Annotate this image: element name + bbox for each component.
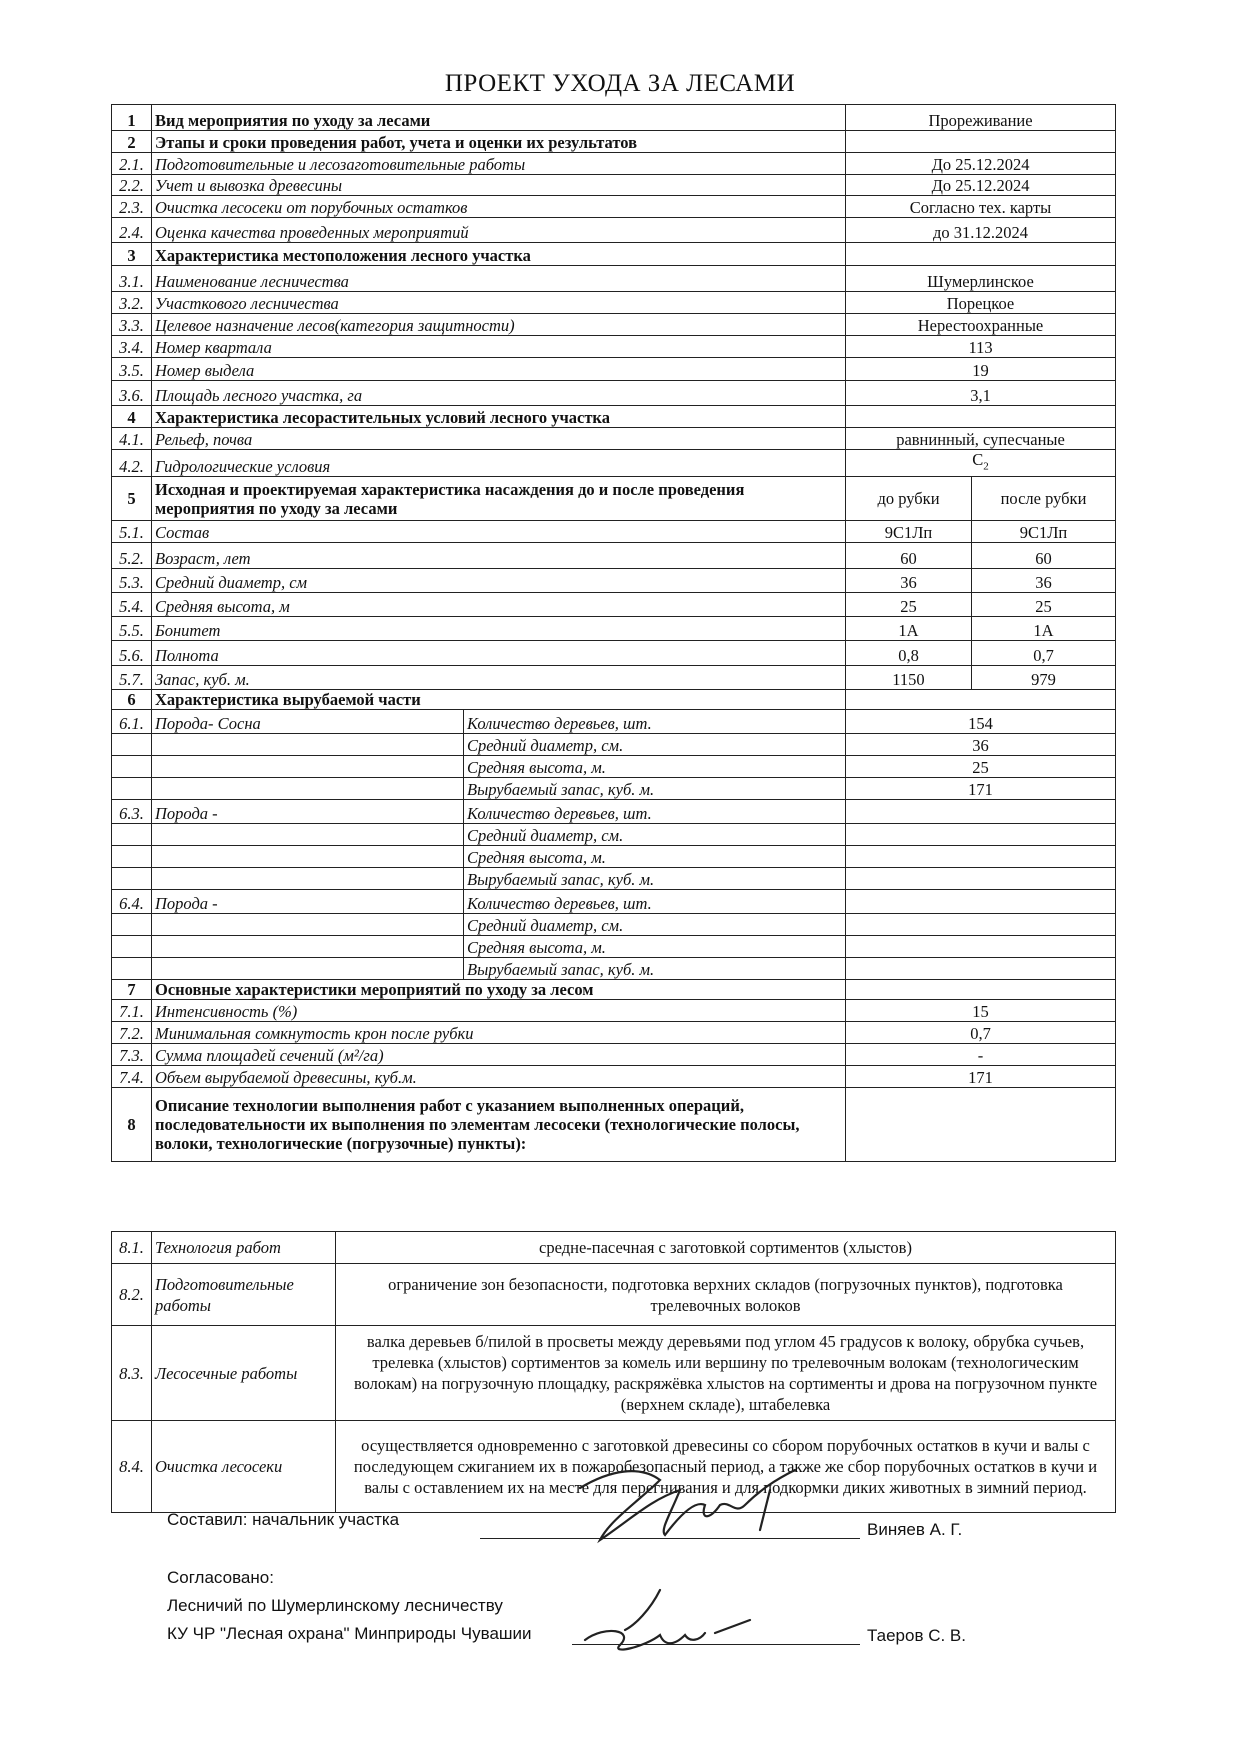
- table-row: [112, 477, 1116, 521]
- row-label: Рельеф, почва: [152, 428, 846, 450]
- row-number: [112, 846, 152, 868]
- table-row: [112, 175, 1116, 196]
- table-row: [112, 1022, 1116, 1044]
- item-label: Количество деревьев, шт.: [464, 710, 846, 734]
- row-label: Участкового лесничества: [152, 292, 846, 314]
- row-value: Порецкое: [846, 292, 1116, 314]
- row-label: Подготовительные и лесозаготовительные работы: [152, 153, 846, 175]
- species-label: [152, 756, 464, 778]
- table-row: [112, 980, 1116, 1000]
- table-row: [112, 406, 1116, 428]
- row-label: Средняя высота, м: [152, 593, 846, 617]
- row-number: [112, 914, 152, 936]
- row-number: 6.3.: [112, 800, 152, 824]
- row-number: 5.5.: [112, 617, 152, 641]
- table-row: [112, 1088, 1116, 1162]
- row-number: 7.4.: [112, 1066, 152, 1088]
- forester-position: Лесничий по Шумерлинскому лесничеству: [167, 1596, 503, 1615]
- row-number: 5.3.: [112, 569, 152, 593]
- row-number: [112, 958, 152, 980]
- section-value: [846, 243, 1116, 266]
- row-number: 3.4.: [112, 336, 152, 358]
- species-label: [152, 824, 464, 846]
- row-label: Очистка лесосеки от порубочных остатков: [152, 196, 846, 218]
- row-value: 3,1: [846, 381, 1116, 406]
- table-row: [112, 824, 1116, 846]
- item-value: [846, 800, 1116, 824]
- row-number: 3.6.: [112, 381, 152, 406]
- item-label: Средняя высота, м.: [464, 936, 846, 958]
- row-number: 3.1.: [112, 266, 152, 292]
- row-number: 7.1.: [112, 1000, 152, 1022]
- row-value: До 25.12.2024: [846, 153, 1116, 175]
- table-row: [112, 196, 1116, 218]
- value-before: 1150: [846, 666, 972, 690]
- value-before: 36: [846, 569, 972, 593]
- row-label: Технология работ: [152, 1232, 336, 1264]
- row-number: 4.2.: [112, 450, 152, 477]
- table-row: [112, 846, 1116, 868]
- table-row: [112, 1326, 1116, 1421]
- species-label: [152, 958, 464, 980]
- item-label: Средняя высота, м.: [464, 756, 846, 778]
- row-number: [112, 936, 152, 958]
- row-label: Подготовительные работы: [152, 1264, 336, 1326]
- row-value: -: [846, 1044, 1116, 1066]
- table-row: [112, 1066, 1116, 1088]
- value-before: 60: [846, 543, 972, 569]
- section-title: Исходная и проектируемая характеристика насаждения до и после проведения мероприятия по уходу за лесами: [152, 477, 846, 521]
- item-value: 36: [846, 734, 1116, 756]
- row-number: 2.2.: [112, 175, 152, 196]
- row-label: Состав: [152, 521, 846, 543]
- value-after: 979: [972, 666, 1116, 690]
- table-row: [112, 914, 1116, 936]
- table-row: [112, 641, 1116, 666]
- row-value: 113: [846, 336, 1116, 358]
- section-title: Характеристика вырубаемой части: [152, 690, 846, 710]
- table-row: [112, 1000, 1116, 1022]
- table-row: [112, 710, 1116, 734]
- row-description: валка деревьев б/пилой в просветы между деревьями под углом 45 градусов к волоку, обрубка сучьев, трелевка (хлыстов) сортиментов за комель или вершину по трелевочным волокам (технологическим волокам) на погрузочную площадку, раскряжёвка хлыстов на сортименты и дрова на погрузочном пункте (верхнем складе), штабелевка: [336, 1326, 1116, 1421]
- item-label: Вырубаемый запас, куб. м.: [464, 778, 846, 800]
- row-value: 15: [846, 1000, 1116, 1022]
- row-label: Оценка качества проведенных мероприятий: [152, 218, 846, 243]
- table-row: [112, 868, 1116, 890]
- table-row: [112, 218, 1116, 243]
- row-label: Лесосечные работы: [152, 1326, 336, 1421]
- item-value: [846, 914, 1116, 936]
- row-value: [846, 450, 1116, 477]
- row-number: 3.5.: [112, 358, 152, 381]
- table-row: [112, 543, 1116, 569]
- table-row: [112, 314, 1116, 336]
- section-value: Прореживание: [846, 105, 1116, 131]
- item-value: 154: [846, 710, 1116, 734]
- table-row: [112, 890, 1116, 914]
- forest-care-table: [111, 104, 1116, 1162]
- value-after: 25: [972, 593, 1116, 617]
- row-number: 5.2.: [112, 543, 152, 569]
- item-label: Вырубаемый запас, куб. м.: [464, 958, 846, 980]
- table-row: [112, 381, 1116, 406]
- table-row: [112, 131, 1116, 153]
- row-value: До 25.12.2024: [846, 175, 1116, 196]
- row-label: Учет и вывозка древесины: [152, 175, 846, 196]
- species-label: [152, 734, 464, 756]
- section-number: 4: [112, 406, 152, 428]
- column-after: после рубки: [972, 477, 1116, 521]
- row-number: 4.1.: [112, 428, 152, 450]
- section-title: Вид мероприятия по уходу за лесами: [152, 105, 846, 131]
- item-value: 171: [846, 778, 1116, 800]
- section-title: Этапы и сроки проведения работ, учета и оценки их результатов: [152, 131, 846, 153]
- row-number: 5.1.: [112, 521, 152, 543]
- row-label: Наименование лесничества: [152, 266, 846, 292]
- row-number: 2.1.: [112, 153, 152, 175]
- table-row: [112, 292, 1116, 314]
- value-before: 9С1Лп: [846, 521, 972, 543]
- row-number: [112, 734, 152, 756]
- value-before: 1А: [846, 617, 972, 641]
- row-number: 3.2.: [112, 292, 152, 314]
- value-before: 25: [846, 593, 972, 617]
- section-number: 3: [112, 243, 152, 266]
- item-label: Средний диаметр, см.: [464, 914, 846, 936]
- row-number: 2.3.: [112, 196, 152, 218]
- table-row: [112, 1044, 1116, 1066]
- row-value: Шумерлинское: [846, 266, 1116, 292]
- table-row: [112, 105, 1116, 131]
- species-label: Порода -: [152, 800, 464, 824]
- item-value: [846, 846, 1116, 868]
- row-label: Бонитет: [152, 617, 846, 641]
- row-number: 3.3.: [112, 314, 152, 336]
- value-after: 1А: [972, 617, 1116, 641]
- section-number: 2: [112, 131, 152, 153]
- table-row: [112, 358, 1116, 381]
- table-row: [112, 936, 1116, 958]
- row-number: [112, 868, 152, 890]
- section-number: 1: [112, 105, 152, 131]
- section-title: Описание технологии выполнения работ с указанием выполненных операций, последовательности их выполнения по элементам лесосеки (технологические полосы, волоки, технологические (погрузочные) пункты):: [152, 1088, 846, 1162]
- row-label: Площадь лесного участка, га: [152, 381, 846, 406]
- row-number: 8.3.: [112, 1326, 152, 1421]
- table-row: [112, 1232, 1116, 1264]
- row-label: Целевое назначение лесов(категория защитности): [152, 314, 846, 336]
- section-title: Характеристика лесорастительных условий лесного участка: [152, 406, 846, 428]
- handwritten-signature-2: [565, 1585, 765, 1660]
- section-title: Характеристика местоположения лесного участка: [152, 243, 846, 266]
- table-row: [112, 756, 1116, 778]
- species-label: [152, 846, 464, 868]
- table-row: [112, 800, 1116, 824]
- row-number: 6.4.: [112, 890, 152, 914]
- item-label: Средний диаметр, см.: [464, 734, 846, 756]
- row-number: [112, 824, 152, 846]
- row-label: Запас, куб. м.: [152, 666, 846, 690]
- row-label: Полнота: [152, 641, 846, 666]
- section-value: [846, 980, 1116, 1000]
- item-value: [846, 868, 1116, 890]
- species-label: [152, 936, 464, 958]
- species-label: [152, 868, 464, 890]
- section-number: 8: [112, 1088, 152, 1162]
- row-value: 171: [846, 1066, 1116, 1088]
- handwritten-signature-1: [570, 1460, 810, 1550]
- value-after: 36: [972, 569, 1116, 593]
- section-value: [846, 131, 1116, 153]
- table-row: [112, 690, 1116, 710]
- item-label: Средняя высота, м.: [464, 846, 846, 868]
- row-label: Номер выдела: [152, 358, 846, 381]
- row-label: Возраст, лет: [152, 543, 846, 569]
- table-row: [112, 958, 1116, 980]
- table-row: [112, 521, 1116, 543]
- row-description: ограничение зон безопасности, подготовка верхних складов (погрузочных пунктов), подготовка трелевочных волоков: [336, 1264, 1116, 1326]
- row-number: 5.6.: [112, 641, 152, 666]
- hydro-subscript: 2: [983, 460, 989, 473]
- row-number: 7.2.: [112, 1022, 152, 1044]
- species-label: Порода -: [152, 890, 464, 914]
- column-before: до рубки: [846, 477, 972, 521]
- row-value: 19: [846, 358, 1116, 381]
- table-row: [112, 1264, 1116, 1326]
- forester-name: Таеров С. В.: [867, 1626, 966, 1645]
- row-number: 7.3.: [112, 1044, 152, 1066]
- section-number: 7: [112, 980, 152, 1000]
- item-value: 25: [846, 756, 1116, 778]
- row-number: 2.4.: [112, 218, 152, 243]
- row-number: 8.2.: [112, 1264, 152, 1326]
- row-number: 6.1.: [112, 710, 152, 734]
- page-title: ПРОЕКТ УХОДА ЗА ЛЕСАМИ: [444, 70, 796, 97]
- item-label: Средний диаметр, см.: [464, 824, 846, 846]
- row-number: 5.7.: [112, 666, 152, 690]
- table-row: [112, 569, 1116, 593]
- species-label: [152, 778, 464, 800]
- value-after: 60: [972, 543, 1116, 569]
- table-row: [112, 778, 1116, 800]
- table-row: [112, 593, 1116, 617]
- row-label: Средний диаметр, см: [152, 569, 846, 593]
- row-label: Объем вырубаемой древесины, куб.м.: [152, 1066, 846, 1088]
- row-label: Очистка лесосеки: [152, 1421, 336, 1513]
- row-number: [112, 756, 152, 778]
- section-value: [846, 690, 1116, 710]
- table-row: [112, 617, 1116, 641]
- row-value: Согласно тех. карты: [846, 196, 1116, 218]
- item-value: [846, 958, 1116, 980]
- section-number: 6: [112, 690, 152, 710]
- value-after: 0,7: [972, 641, 1116, 666]
- row-label: Сумма площадей сечений (м²/га): [152, 1044, 846, 1066]
- agreed-label: Согласовано:: [167, 1568, 274, 1587]
- table-row: [112, 734, 1116, 756]
- table-row: [112, 243, 1116, 266]
- row-number: 8.4.: [112, 1421, 152, 1513]
- table-row: [112, 336, 1116, 358]
- item-label: Вырубаемый запас, куб. м.: [464, 868, 846, 890]
- row-number: 5.4.: [112, 593, 152, 617]
- row-value: до 31.12.2024: [846, 218, 1116, 243]
- item-value: [846, 890, 1116, 914]
- forester-organization: КУ ЧР "Лесная охрана" Минприроды Чувашии: [167, 1624, 532, 1643]
- table-row: [112, 428, 1116, 450]
- row-number: 8.1.: [112, 1232, 152, 1264]
- row-value: равнинный, супесчаные: [846, 428, 1116, 450]
- section-value: [846, 406, 1116, 428]
- value-before: 0,8: [846, 641, 972, 666]
- compiled-name: Виняев А. Г.: [867, 1520, 963, 1539]
- table-row: [112, 450, 1116, 477]
- section-number: 5: [112, 477, 152, 521]
- row-number: [112, 778, 152, 800]
- row-label: Минимальная сомкнутость крон после рубки: [152, 1022, 846, 1044]
- row-value: Нерестоохранные: [846, 314, 1116, 336]
- row-value: 0,7: [846, 1022, 1116, 1044]
- row-label: Гидрологические условия: [152, 450, 846, 477]
- item-value: [846, 936, 1116, 958]
- section-value: [846, 1088, 1116, 1162]
- hydro-value: C: [972, 450, 984, 469]
- row-label: Интенсивность (%): [152, 1000, 846, 1022]
- compiled-label: Составил: начальник участка: [167, 1510, 400, 1529]
- value-after: 9С1Лп: [972, 521, 1116, 543]
- section-title: Основные характеристики мероприятий по уходу за лесом: [152, 980, 846, 1000]
- table-row: [112, 266, 1116, 292]
- species-label: [152, 914, 464, 936]
- row-description: осуществляется одновременно с заготовкой древесины со сбором порубочных остатков в кучи и валы с последующем сжиганием их в пожаробезопасный период, а также же сбор порубочных остатков в кучи и валы с оставлением их на месте для перегнивания и для подкормки диких животных в зимний период.: [336, 1421, 1116, 1513]
- item-value: [846, 824, 1116, 846]
- species-label: Порода- Сосна: [152, 710, 464, 734]
- item-label: Количество деревьев, шт.: [464, 800, 846, 824]
- row-description: средне-пасечная с заготовкой сортиментов (хлыстов): [336, 1232, 1116, 1264]
- table-row: [112, 153, 1116, 175]
- table-row: [112, 666, 1116, 690]
- item-label: Количество деревьев, шт.: [464, 890, 846, 914]
- row-label: Номер квартала: [152, 336, 846, 358]
